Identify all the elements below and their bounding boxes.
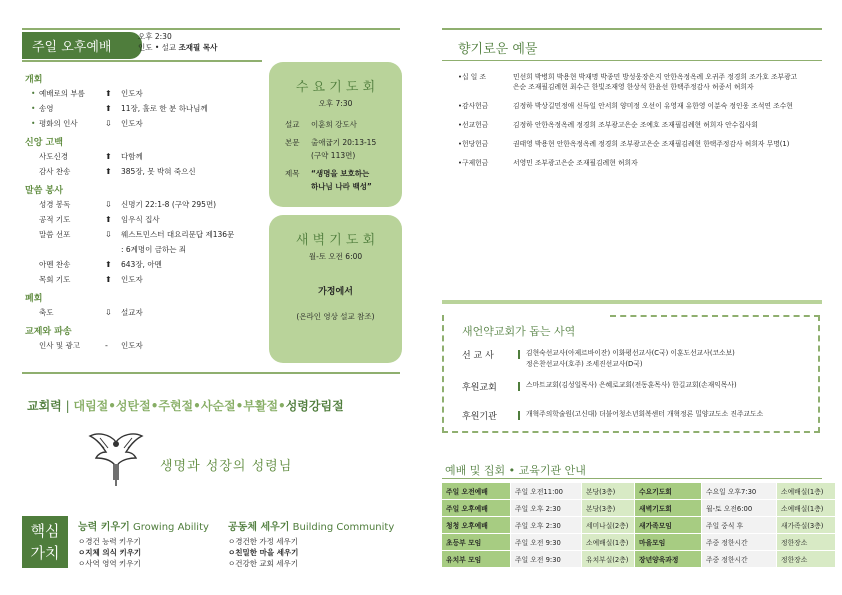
row-label: 축도	[39, 308, 54, 317]
calendar-divider: |	[65, 399, 70, 413]
offering-names: 서영민 조부광고은순 조재필김례현 허희자	[513, 159, 638, 167]
schedule-row	[442, 551, 836, 568]
row-label: 인사 및 광고	[39, 341, 80, 350]
row-bullet: •	[31, 104, 36, 113]
wednesday-title: 수 요 기 도 회	[295, 80, 376, 95]
building-community	[228, 518, 394, 569]
offerings-title: 향기로운 예물	[458, 42, 538, 57]
row-text: 11장, 홀로 한 분 하나님께	[121, 104, 208, 113]
posture-icon: ⬆	[105, 260, 112, 269]
wednesday-details	[285, 119, 402, 192]
growing-ability	[78, 518, 209, 569]
wednesday-time: 오후 7:30	[318, 99, 353, 108]
offering-type: •감사헌금	[458, 102, 489, 110]
row-label: 감사 찬송	[39, 167, 71, 176]
schedule-cell: 주일 오후 2:30	[511, 500, 582, 517]
posture-icon: ⇩	[105, 308, 112, 317]
wednesday-row	[285, 181, 402, 192]
row-bullet: •	[31, 89, 36, 98]
community-item: ㅇ친밀한 마을 세우기	[228, 548, 299, 557]
core-label-1: 핵심	[30, 522, 60, 540]
offerings-list	[458, 72, 803, 177]
mission-bar	[518, 350, 520, 359]
row-label: 송영	[39, 104, 54, 113]
mission-row	[462, 380, 812, 393]
schedule-cell: 주중 정한시간	[702, 551, 777, 568]
core-values-badge	[22, 516, 68, 568]
section-heading: 교제와 파송	[25, 327, 72, 337]
wednesday-prayer-box	[269, 62, 402, 207]
row-text: 신명기 22:1-8 (구약 295면)	[121, 200, 217, 209]
offering-row	[458, 72, 803, 92]
preacher-line	[138, 42, 217, 53]
wednesday-key: 본문	[285, 138, 300, 147]
order-row	[31, 244, 265, 255]
posture-icon: ⬆	[105, 104, 112, 113]
schedule-cell: 유치부실(2층)	[582, 551, 635, 568]
growing-item: ㅇ경건 능력 키우기	[78, 537, 141, 546]
row-text: 인도자	[121, 89, 143, 98]
section-heading: 개회	[25, 75, 43, 85]
dawn-place: 가정에서	[318, 287, 353, 297]
schedule-cell: 소예배실(1층)	[582, 534, 635, 551]
order-row	[31, 103, 265, 114]
offering-row	[458, 158, 803, 168]
schedule-cell: 유치부 모임	[442, 551, 511, 568]
schedule-row	[442, 500, 836, 517]
offering-type: •구제헌금	[458, 159, 489, 167]
growing-item: ㅇ사역 영역 키우기	[78, 559, 141, 568]
order-row	[31, 88, 265, 99]
schedule-cell: 정한장소	[777, 534, 836, 551]
row-bullet: •	[31, 119, 36, 128]
order-row	[31, 199, 265, 210]
top-rule-left	[22, 28, 400, 30]
calendar-subtitle: 생명과 성장의 성령님	[160, 459, 293, 474]
schedule-cell: 본당(3층)	[582, 483, 635, 500]
schedule-cell: 수요일 오후7:30	[702, 483, 777, 500]
preach-label: 인도 • 설교	[138, 43, 177, 52]
schedule-cell: 주일 오후 2:30	[511, 517, 582, 534]
mid-rule-left	[22, 372, 400, 374]
wednesday-row	[285, 137, 402, 148]
schedule-cell: 마을모임	[635, 534, 702, 551]
mission-key: 선 교 사	[462, 351, 494, 361]
offerings-rule	[442, 60, 822, 61]
row-label: 목회 기도	[39, 275, 71, 284]
order-row	[31, 118, 265, 129]
offering-type: •헌당헌금	[458, 140, 489, 148]
schedule-rule	[442, 478, 822, 479]
mission-line: 김현숙선교사(아제르바이잔) 이화평선교사(C국) 이훈도선교사(코소보)	[526, 349, 735, 357]
row-label: 말씀 선포	[39, 230, 71, 239]
wednesday-value: “생명을 보호하는	[311, 169, 370, 178]
schedule-row	[442, 483, 836, 500]
order-row	[31, 259, 265, 270]
schedule-cell: 주일 오전 9:30	[511, 534, 582, 551]
order-row	[31, 166, 265, 177]
schedule-cell: 초등부 모임	[442, 534, 511, 551]
schedule-cell: 소예배실(1층)	[777, 500, 836, 517]
mission-row	[462, 409, 812, 422]
schedule-cell: 새벽기도회	[635, 500, 702, 517]
mission-line: 정은찬선교사(호주) 조세진선교사(D국)	[526, 360, 643, 368]
schedule-cell: 정한장소	[777, 551, 836, 568]
section-heading: 신앙 고백	[25, 138, 63, 148]
calendar-label: 교회력	[27, 399, 62, 413]
wednesday-row	[285, 168, 402, 179]
offering-row	[458, 139, 803, 149]
wednesday-key	[285, 150, 303, 161]
posture-icon: ⬆	[105, 89, 112, 98]
schedule-cell: 주일 오전11:00	[511, 483, 582, 500]
schedule-cell: 수요기도회	[635, 483, 702, 500]
growing-item: ㅇ지체 의식 키우기	[78, 548, 142, 557]
mission-bar	[518, 382, 520, 391]
section-heading: 폐회	[25, 294, 43, 304]
wednesday-row	[285, 150, 402, 161]
row-text: 385장, 못 박혀 죽으신	[121, 167, 196, 176]
row-label: 성경 봉독	[39, 200, 71, 209]
community-item: ㅇ건강한 교회 세우기	[228, 559, 298, 568]
wednesday-value: 하나님 나라 백성”	[311, 182, 372, 191]
offering-names: 김정하 박상길민정애 신득일 안서희 양미정 오선이 유영재 유한영 이분숙 정인웅 조석연 조수현	[513, 102, 793, 110]
order-row	[31, 274, 265, 285]
offering-type: •선교헌금	[458, 121, 489, 129]
row-label: 사도신경	[39, 152, 68, 161]
dawn-title: 새 벽 기 도 회	[295, 233, 376, 248]
order-of-worship	[25, 72, 265, 355]
schedule-cell: 장년양육과정	[635, 551, 702, 568]
schedule-table	[441, 482, 836, 568]
posture-icon: ⇩	[105, 230, 112, 239]
offering-row	[458, 120, 803, 130]
posture-icon: ⬆	[105, 167, 112, 176]
row-text: 인도자	[121, 275, 143, 284]
schedule-cell: 새가족실(3층)	[777, 517, 836, 534]
schedule-cell: 새가족모임	[635, 517, 702, 534]
schedule-cell: 청청 오후예배	[442, 517, 511, 534]
mission-lines	[526, 380, 737, 393]
row-text: 다함께	[121, 152, 143, 161]
wednesday-key: 설교	[285, 120, 300, 129]
title-rule	[22, 60, 262, 62]
row-label: 예배로의 부름	[39, 89, 85, 98]
row-label: 평화의 인사	[39, 119, 78, 128]
row-text: 인도자	[121, 341, 143, 350]
mission-line: 스마트교회(김성일목사) 은혜로교회(전동훈목사) 한길교회(손재익목사)	[526, 381, 737, 389]
church-calendar	[27, 397, 344, 414]
offering-names: 권태영 박용현 안한옥정옥례 정경희 조부광고은순 조재필김례현 한택주정감사 허희자 무명(1)	[513, 140, 790, 148]
wednesday-value: 출애굽기 20:13-15	[311, 138, 377, 147]
schedule-cell: 본당(3층)	[582, 500, 635, 517]
row-text: 웨스트민스터 대요리문답 제136문	[121, 230, 235, 239]
growing-ko: 능력 키우기	[78, 522, 130, 533]
schedule-row	[442, 517, 836, 534]
schedule-cell: 주일 중식 후	[702, 517, 777, 534]
schedule-row	[442, 534, 836, 551]
mission-lines	[526, 348, 735, 370]
dove-icon	[88, 430, 144, 488]
schedule-cell: 주일 오전 9:30	[511, 551, 582, 568]
posture-icon: ⬆	[105, 152, 112, 161]
posture-icon: ⬆	[105, 215, 112, 224]
calendar-seasons: 대림절•성탄절•주현절•사순절•부활절•	[73, 399, 286, 413]
schedule-cell: 주일 오전예배	[442, 483, 511, 500]
wednesday-value: (구약 113면)	[311, 151, 356, 160]
order-row	[31, 151, 265, 162]
mission-list	[462, 348, 812, 438]
row-text: 설교자	[121, 308, 143, 317]
mission-key: 후원기관	[462, 412, 497, 422]
mission-lines	[526, 409, 763, 422]
row-label: 아멘 찬송	[39, 260, 71, 269]
mission-title: 새언약교회가 돕는 사역	[462, 325, 576, 338]
row-label: 공적 기도	[39, 215, 71, 224]
row-text: 임우식 집사	[121, 215, 160, 224]
posture-icon: ⇩	[105, 200, 112, 209]
order-row	[31, 229, 265, 240]
community-ko: 공동체 세우기	[228, 522, 290, 533]
wednesday-row	[285, 119, 402, 130]
posture-icon: ⬆	[105, 275, 112, 284]
dawn-time: 월-토 오전 6:00	[308, 252, 363, 261]
row-text: 인도자	[121, 119, 143, 128]
right-mid-band	[442, 300, 822, 304]
preacher-name: 조재필 목사	[178, 43, 218, 52]
schedule-cell: 월-토 오전6:00	[702, 500, 777, 517]
growing-en: Growing Ability	[132, 522, 209, 533]
posture-icon: ⇩	[105, 119, 112, 128]
schedule-cell: 소예배실(1층)	[777, 483, 836, 500]
wednesday-key	[285, 181, 303, 192]
schedule-cell: 주일 오후예배	[442, 500, 511, 517]
mission-top-dash	[610, 315, 820, 317]
mission-row	[462, 348, 812, 370]
row-text: : 6계명이 금하는 죄	[121, 245, 187, 254]
top-rule-right	[442, 28, 822, 30]
order-row	[31, 340, 265, 351]
row-text: 643장, 아멘	[121, 260, 162, 269]
offering-names: 민선희 박병희 박용현 박재명 박종민 방성웅장은지 안한옥정옥례 오귀주 정경희 조가호 조부광고은순 조재필김례현 최수근 한빛조재영 한상석 한윤선 한택주정감사 허종서 허희자	[513, 73, 798, 91]
order-row	[31, 214, 265, 225]
core-label-2: 가치	[30, 544, 60, 562]
order-row	[31, 307, 265, 318]
wednesday-key: 제목	[285, 169, 300, 178]
dawn-note: (온라인 영상 설교 참조)	[296, 312, 375, 321]
schedule-cell: 주중 정한시간	[702, 534, 777, 551]
schedule-title: 예배 및 집회 • 교육기관 안내	[445, 464, 586, 477]
mission-key: 후원교회	[462, 383, 497, 393]
offering-type: •십 일 조	[458, 73, 487, 81]
mission-line: 개혁주의학술원(고신대) 더불어청소년회복센터 개혁정론 밀양교도소 진주교도소	[526, 410, 764, 418]
calendar-current: 성령강림절	[285, 399, 344, 413]
posture-icon: -	[105, 341, 108, 350]
dawn-prayer-box	[269, 215, 402, 363]
mission-bar	[518, 411, 520, 420]
page-title: 주일 오후예배	[22, 32, 142, 59]
offering-row	[458, 101, 803, 111]
section-heading: 말씀 봉사	[25, 186, 63, 196]
offering-names: 김정하 안한옥정옥례 정경희 조부광고은순 조예호 조재필김례현 허희자 안수집사회	[513, 121, 758, 129]
service-time: 오후 2:30	[138, 32, 172, 41]
wednesday-value: 이훈희 강도사	[311, 120, 357, 129]
community-en: Building Community	[292, 522, 395, 533]
schedule-cell: 세미나실(2층)	[582, 517, 635, 534]
community-item: ㅇ경건한 가정 세우기	[228, 537, 298, 546]
